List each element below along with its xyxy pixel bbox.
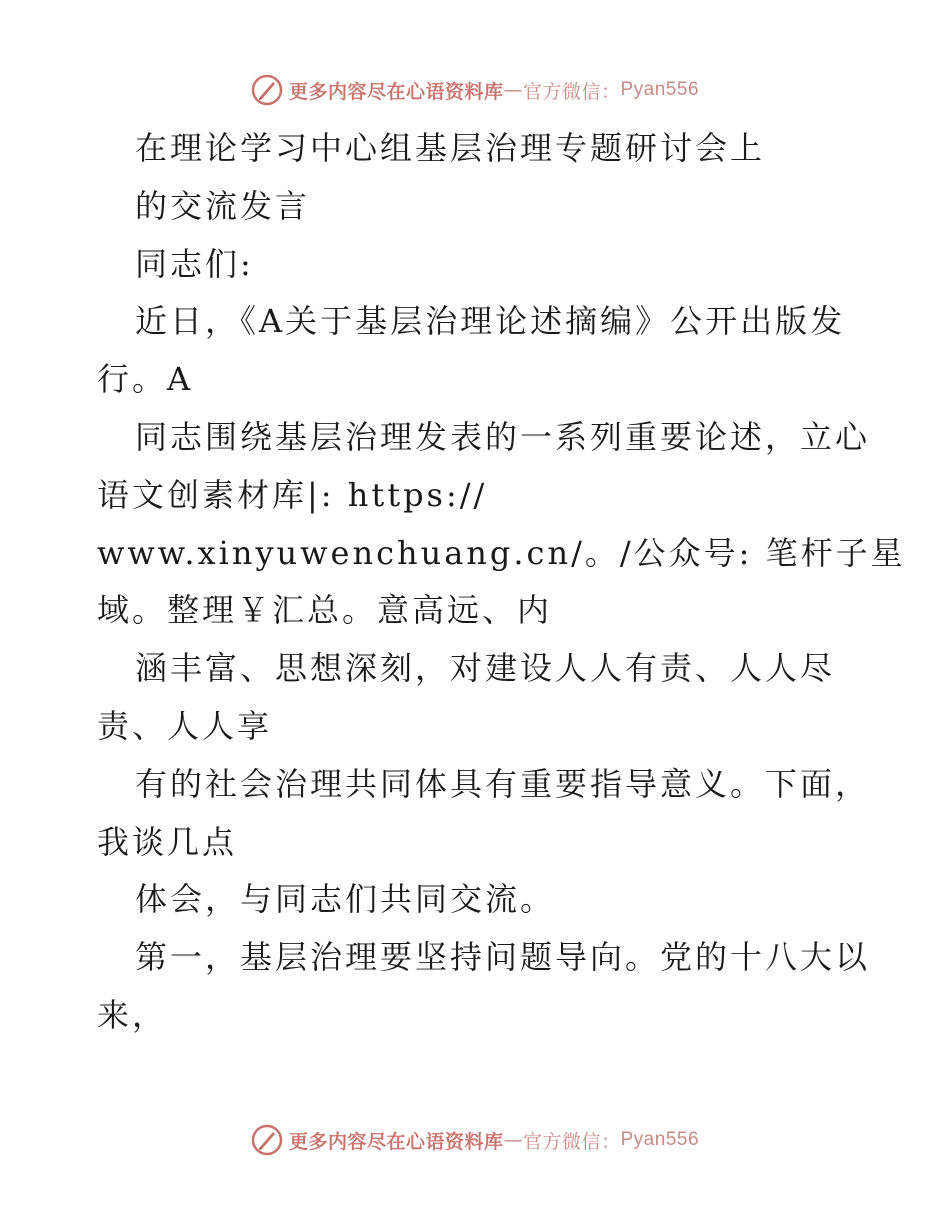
footer-watermark-banner (0, 1120, 950, 1160)
watermark-wechat-label: 官方微信： (522, 1130, 621, 1153)
doc-line: 同志们: (135, 244, 254, 283)
doc-line: 在理论学习中心组基层治理专题研讨会上 (135, 129, 766, 167)
doc-line: 同志围绕基层治理发表的一系列重要论述，立心 (135, 417, 871, 456)
doc-line: 近日，《A关于基层治理论述摘编》公开出版发 (135, 302, 846, 341)
doc-line: 我谈几点 (97, 822, 238, 861)
doc-line: 有的社会治理共同体具有重要指导意义。下面， (135, 764, 871, 803)
watermark-dash: — (503, 1129, 523, 1151)
doc-line: 的交流发言 (135, 186, 311, 225)
document-body (97, 120, 906, 1045)
doc-line: 体会，与同志们共同交流。 (135, 880, 556, 919)
watermark-wechat-id: Pyan556 (620, 1129, 700, 1150)
doc-line: 责、人人享 (97, 706, 273, 745)
watermark-brand-text: 更多内容尽在心语资料库 (288, 1130, 504, 1153)
watermark-wechat-label: 官方微信： (522, 80, 621, 103)
doc-line: 来， (97, 995, 168, 1034)
doc-line: 第一，基层治理要坚持问题导向。党的十八大以 (135, 938, 871, 977)
quill-logo-icon (251, 1124, 283, 1156)
doc-line: 语文创素材库|: https:// (97, 475, 488, 514)
watermark-wechat-id: Pyan556 (620, 79, 700, 100)
watermark-dash: — (503, 79, 523, 101)
header-watermark-banner (0, 70, 950, 110)
watermark-brand-text: 更多内容尽在心语资料库 (288, 80, 504, 103)
quill-logo-icon (251, 74, 283, 106)
doc-line: 域。整理￥汇总。意高远、内 (97, 591, 553, 630)
doc-line: 行。A (97, 360, 194, 399)
doc-line: 涵丰富、思想深刻，对建设人人有责、人人尽 (135, 649, 836, 688)
doc-line: www.xinyuwenchuang.cn/。/公众号: 笔杆子星 (97, 533, 906, 572)
